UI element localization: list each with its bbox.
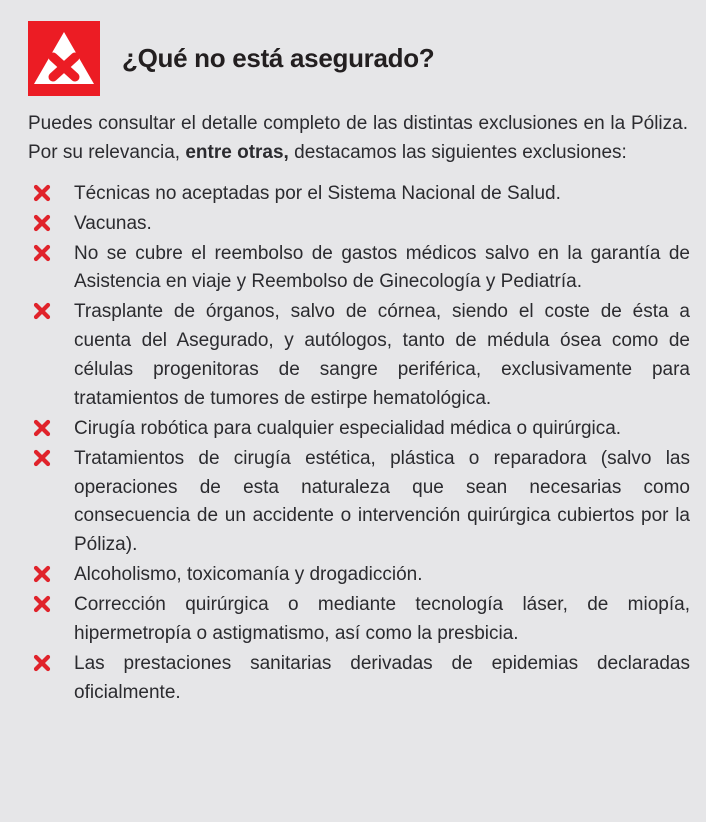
list-item-text: No se cubre el reembolso de gastos médicos salvo en la garantía de Asistencia en viaje y Reembolso de Ginecología y Pediatría. xyxy=(74,242,690,293)
intro-emphasis: entre otras, xyxy=(185,141,289,163)
warning-triangle-x-icon xyxy=(28,21,100,96)
list-item xyxy=(28,298,690,414)
x-mark-icon xyxy=(32,182,52,204)
intro-paragraph xyxy=(28,110,688,168)
list-item-text: Vacunas. xyxy=(74,212,152,234)
list-item-text: Alcoholismo, toxicomanía y drogadicción. xyxy=(74,564,423,586)
list-item-text: Tratamientos de cirugía estética, plástica o reparadora (salvo las operaciones de esta naturaleza que sean necesarias como consecuencia de un accidente o intervención quirúrgica cubiertos por la Póliza). xyxy=(74,447,690,556)
list-item xyxy=(28,180,690,209)
list-item xyxy=(28,445,690,561)
x-mark-icon xyxy=(32,652,52,674)
list-item-text: Corrección quirúrgica o mediante tecnología láser, de miopía, hipermetropía o astigmatismo, así como la presbicia. xyxy=(74,594,690,644)
list-item-text: Las prestaciones sanitarias derivadas de epidemias declaradas oficialmente. xyxy=(74,652,690,703)
list-item-text: Cirugía robótica para cualquier especialidad médica o quirúrgica. xyxy=(74,417,622,439)
x-mark-icon xyxy=(32,300,52,322)
intro-text-part2: destacamos las siguientes exclusiones: xyxy=(288,141,627,163)
list-item xyxy=(28,561,690,590)
list-item-text: Trasplante de órganos, salvo de córnea, siendo el coste de ésta a cuenta del Asegurado, y autólogos, tanto de médula ósea como de células progenitoras de sangre periférica, exclusivamente para tratamientos de tumores de estirpe hematológica. xyxy=(74,301,690,409)
exclusions-list xyxy=(28,180,690,708)
intro-text-part1: Puedes consultar el detalle completo de las distintas exclusiones en la Póliza. Por su relevancia, xyxy=(28,113,688,163)
x-mark-icon xyxy=(32,242,52,264)
x-mark-icon xyxy=(32,447,52,469)
x-mark-icon xyxy=(32,563,52,585)
page-title: ¿Qué no está asegurado? xyxy=(122,43,435,73)
x-mark-icon xyxy=(32,212,52,234)
list-item xyxy=(28,240,690,298)
x-mark-icon xyxy=(32,593,52,615)
x-mark-icon xyxy=(32,417,52,439)
list-item xyxy=(28,650,690,708)
list-item-text: Técnicas no aceptadas por el Sistema Nacional de Salud. xyxy=(74,182,561,204)
list-item xyxy=(28,591,690,649)
list-item xyxy=(28,415,690,444)
document-header xyxy=(28,20,688,96)
list-item xyxy=(28,210,690,239)
